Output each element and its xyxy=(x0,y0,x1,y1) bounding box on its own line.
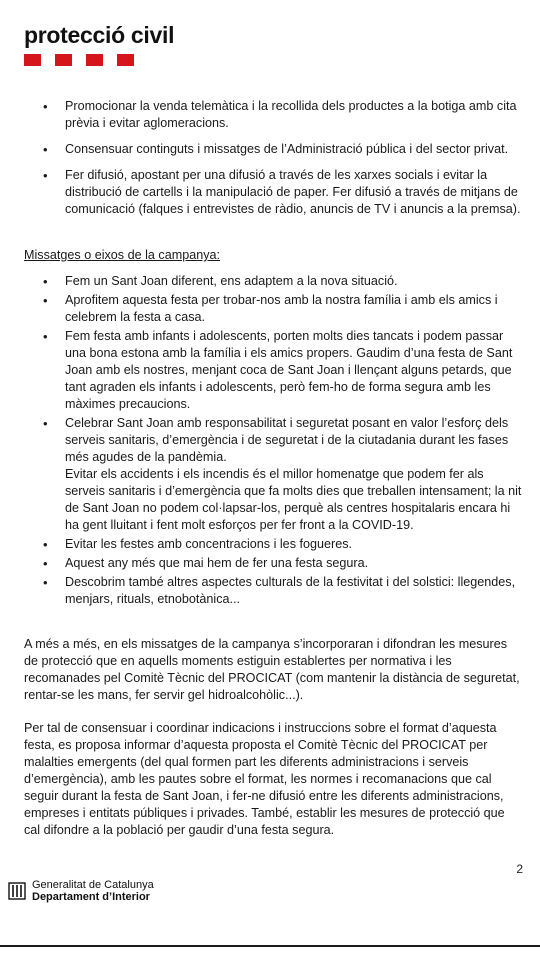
footer-org: Generalitat de Catalunya xyxy=(32,879,154,891)
bottom-divider xyxy=(0,945,540,947)
list-item xyxy=(24,273,524,290)
brand-title: protecció civil xyxy=(24,22,175,48)
brand-bar xyxy=(86,54,103,66)
list-item xyxy=(24,574,524,608)
list-item-text: Aprofitem aquesta festa per trobar-nos amb la nostra família i amb els amics i celebrem la festa a casa. xyxy=(65,293,498,324)
campaign-bullet-list xyxy=(24,273,524,608)
page-header xyxy=(24,22,174,66)
list-item xyxy=(24,292,524,326)
brand-bar xyxy=(24,54,41,66)
body-paragraph: A més a més, en els missatges de la campanya s’incorporaran i difondran les mesures de protecció que en aquells moments estiguin establertes per normativa i les recomanades pel Comitè Tècnic del PROCICAT (com mantenir la distància de seguretat, rentar-se les mans, fer servir gel hidroalcohòlic...). xyxy=(24,637,520,702)
list-item: • Consensuar continguts i missatges de l’Administració pública i del sector privat. xyxy=(24,141,524,158)
list-item xyxy=(24,536,524,553)
page-number: 2 xyxy=(516,862,523,876)
list-item xyxy=(24,555,524,572)
brand-bars-icon xyxy=(24,54,174,66)
brand-bar xyxy=(117,54,134,66)
brand-bar xyxy=(55,54,72,66)
list-item-text: Aquest any més que mai hem de fer una festa segura. xyxy=(65,556,369,570)
section-heading: Missatges o eixos de la campanya: xyxy=(24,248,221,262)
list-item: • Promocionar la venda telemàtica i la recollida dels productes a la botiga amb cita prèvia i evitar aglomeracions. xyxy=(24,98,524,132)
document-body xyxy=(24,98,524,839)
list-item-continuation: Evitar els accidents i els incendis és el millor homenatge que podem fer als serveis sanitaris i d’emergència que fa molts dies que treballen intensament; la nit de Sant Joan no podem col·lapsar-los, perquè als centres hospitalaris encara hi ha gent lluitant i fent molt esforços per fer front a la COVID-19. xyxy=(65,467,522,532)
list-item xyxy=(24,328,524,413)
top-bullet-list xyxy=(24,98,524,218)
footer-text xyxy=(32,879,154,903)
list-item-text: Fem festa amb infants i adolescents, porten molts dies tancats i podem passar una bona estona amb la família i els amics propers. Gaudim d’una festa de Sant Joan amb els nostres, menjant coca de Sant Joan i llençant alguns petards, que tant agraden els infants i adolescents, però fem-ho de forma segura amb les màximes precaucions. xyxy=(65,329,513,411)
list-item-text: Celebrar Sant Joan amb responsabilitat i seguretat posant en valor l’esforç dels serveis sanitaris, d’emergència i de seguretat i de la ciutadania durant les fases més agudes de la pandèmia. xyxy=(65,416,509,464)
list-item-text: Evitar les festes amb concentracions i les fogueres. xyxy=(65,537,352,551)
generalitat-logo-icon xyxy=(8,881,26,901)
footer-department: Departament d’Interior xyxy=(32,891,150,903)
body-paragraph: Per tal de consensuar i coordinar indicacions i instruccions sobre el format d’aquesta festa, es proposa informar d’aquesta proposta el Comitè Tècnic del PROCICAT per malalties emergents (del qual formen part les diferents administracions i serveis d’emergència), amb les pautes sobre el format, les normes i recomanacions que cal seguir durant la festa de Sant Joan, i fer-ne difusió entre les diferents administracions, empreses i entitats públiques i privades. També, establir les mesures de protecció que cal difondre a la població per gaudir d’una festa segura. xyxy=(24,721,505,837)
list-item xyxy=(24,415,524,534)
list-item-text: Descobrim també altres aspectes culturals de la festivitat i del solstici: llegendes, menjars, rituals, etnobotànica... xyxy=(65,575,516,606)
list-item-text: Fem un Sant Joan diferent, ens adaptem a la nova situació. xyxy=(65,274,398,288)
list-item: • Fer difusió, apostant per una difusió a través de les xarxes socials i evitar la distribució de cartells i la manipulació de paper. Fer difusió a través de mitjans de comunicació (falques i entrevistes de ràdio, anuncis de TV i anuncis a la premsa). xyxy=(24,167,524,218)
page-footer xyxy=(8,879,154,903)
